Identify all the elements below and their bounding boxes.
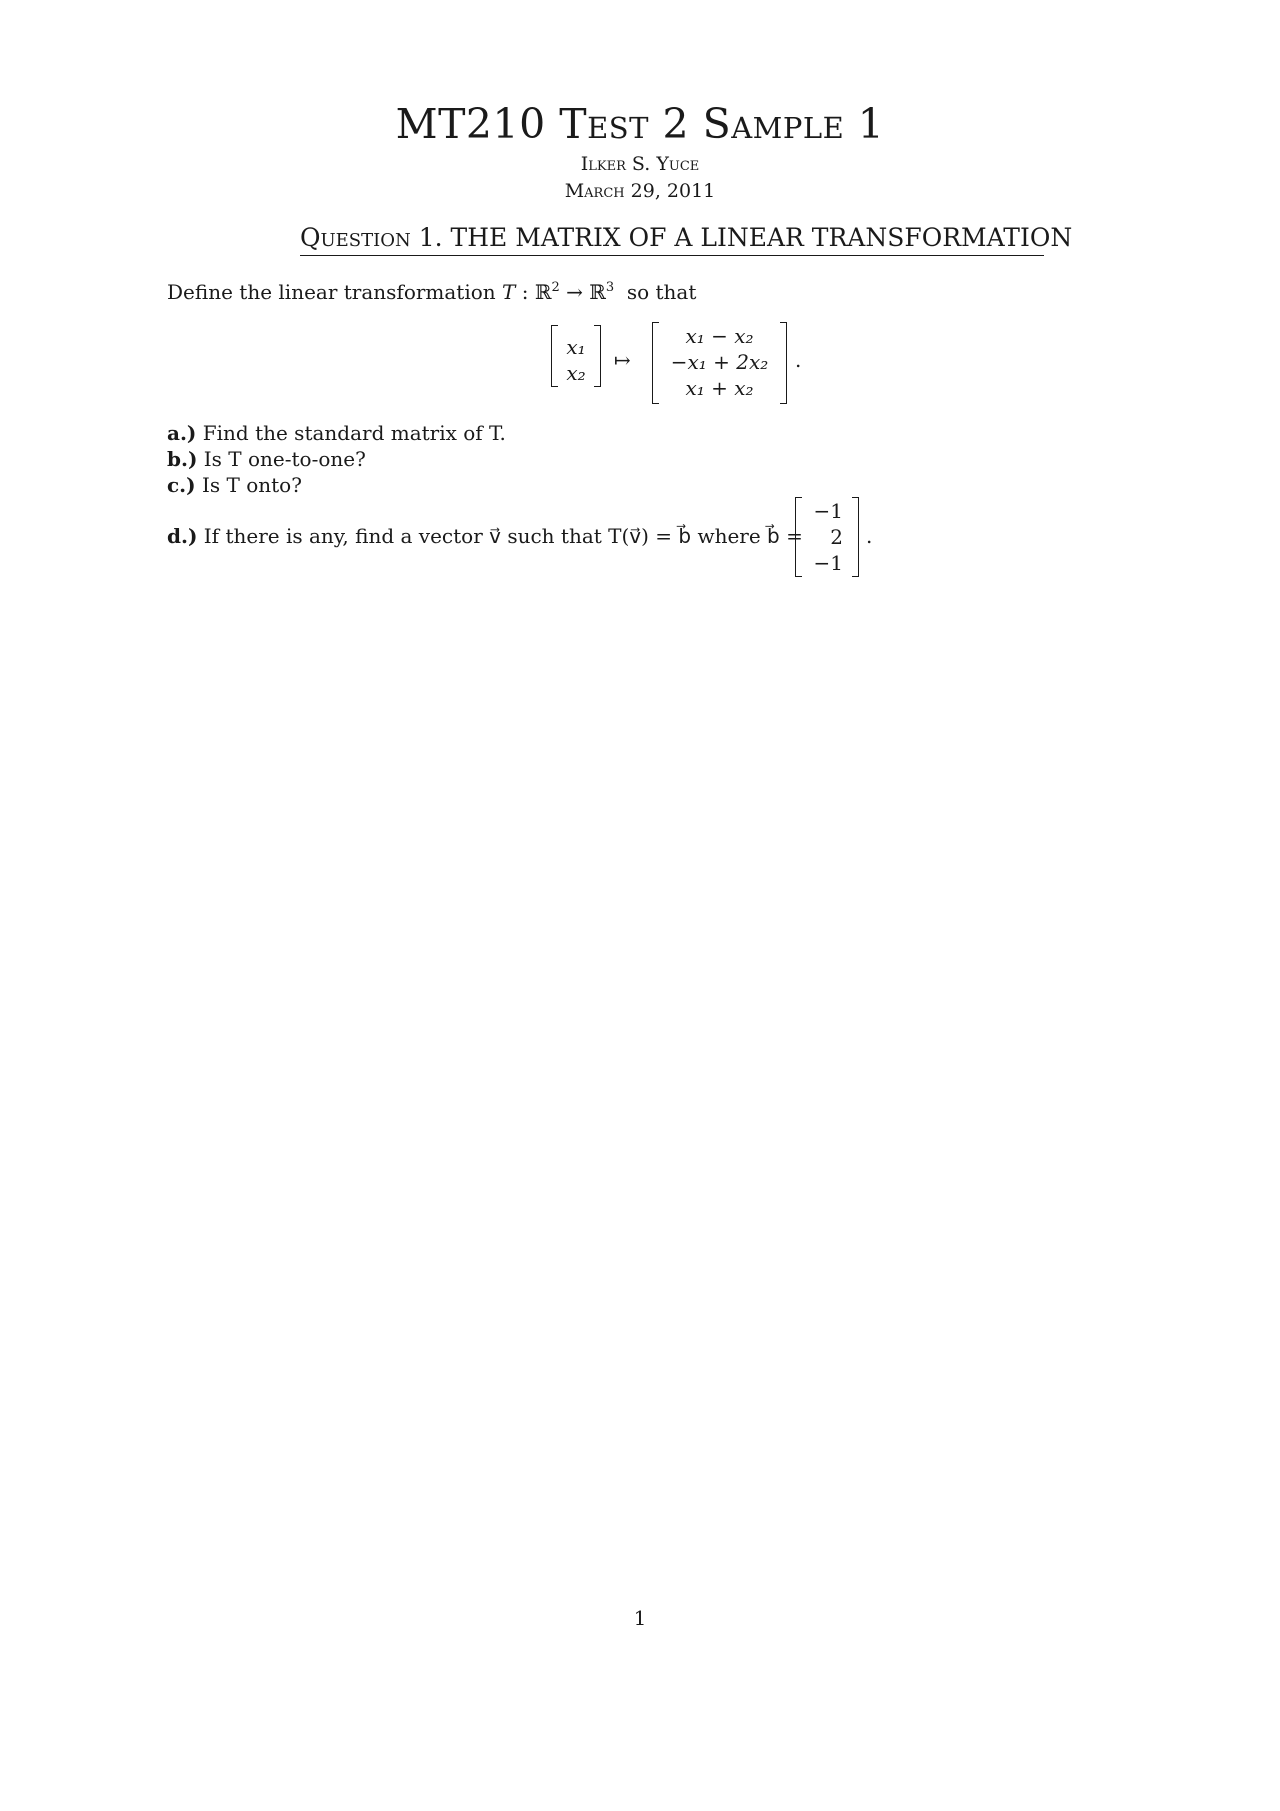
output-entry: −x₁ + 2x₂ xyxy=(670,350,769,374)
input-entry: x₂ xyxy=(566,361,586,385)
section-label: Question 1. xyxy=(300,223,443,252)
question-b xyxy=(167,449,366,469)
question-label: a.) xyxy=(167,421,197,445)
vector-b-matrix xyxy=(795,497,859,577)
vector-b-entry: −1 xyxy=(813,499,843,523)
intro-text-before: Define the linear transformation xyxy=(167,280,503,304)
question-label: d.) xyxy=(167,524,198,548)
question-c xyxy=(167,475,302,495)
domain-exponent: 2 xyxy=(551,280,560,295)
codomain-exponent: 3 xyxy=(605,280,615,295)
question-a xyxy=(167,423,506,443)
maps-to-symbol: ↦ xyxy=(614,348,631,372)
input-vector-matrix xyxy=(551,325,601,387)
section-heading xyxy=(300,223,1073,256)
question-text: Find the standard matrix of T. xyxy=(202,421,506,445)
vector-b-entry: 2 xyxy=(830,525,843,549)
output-vector-matrix xyxy=(652,322,787,404)
question-label: b.) xyxy=(167,447,198,471)
author-name: Ilker S. Yuce xyxy=(580,153,700,175)
document-date: March 29, 2011 xyxy=(564,180,716,202)
section-title: THE MATRIX OF A LINEAR TRANSFORMATION xyxy=(450,223,1073,252)
equation-period: . xyxy=(795,348,802,372)
vector-b-entry: −1 xyxy=(813,551,843,575)
codomain-symbol: ℝ xyxy=(589,280,606,304)
question-text: If there is any, find a vector v⃗ such that T(v⃗) = b⃗ where b⃗ = xyxy=(203,524,803,548)
output-entry: x₁ + x₂ xyxy=(685,376,754,400)
map-symbol: T xyxy=(502,280,516,304)
question-label: c.) xyxy=(167,473,196,497)
intro-sentence: Define the linear transformation T : ℝ$^2$ → ℝ$^3$ so that xyxy=(167,280,697,304)
arrow-symbol: → xyxy=(566,280,583,304)
vector-b-period: . xyxy=(866,524,873,548)
page-number: 1 xyxy=(633,1606,647,1630)
intro-text-after: so that xyxy=(626,280,697,304)
domain-symbol: ℝ xyxy=(534,280,552,304)
document-title: MT210 Test 2 Sample 1 xyxy=(395,100,885,148)
input-entry: x₁ xyxy=(566,335,586,359)
question-text: Is T onto? xyxy=(201,473,302,497)
output-entry: x₁ − x₂ xyxy=(685,324,754,348)
question-text: Is T one-to-one? xyxy=(203,447,366,471)
question-d xyxy=(167,526,803,546)
